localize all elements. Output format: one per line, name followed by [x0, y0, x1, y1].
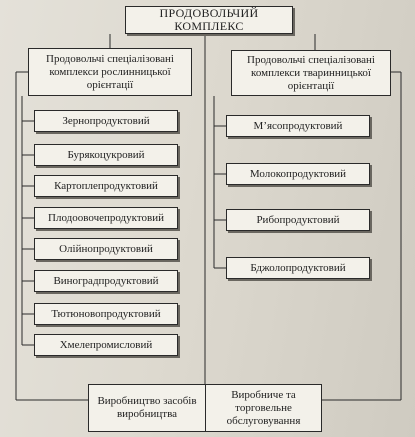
right-item: Бджолопродуктовий [226, 257, 370, 279]
bottom-right-box [205, 384, 322, 432]
left-item: Виноградпродуктовий [34, 270, 178, 292]
bottom-left-label: Виробництво засобів виробництва [97, 395, 197, 420]
left-group-label: Продовольчі спеціалізовані комплекси рослинницької орієнтації [46, 52, 174, 91]
right-item: Рибопродуктовий [226, 209, 370, 231]
right-item: Молокопродуктовий [226, 163, 370, 185]
diagram-title: ПРОДОВОЛЬЧИЙ КОМПЛЕКС [159, 6, 259, 33]
left-item: Олійнопродуктовий [34, 238, 178, 260]
left-item: Зернопродуктовий [34, 110, 178, 132]
right-group-box [231, 50, 391, 96]
left-item: Плодоовочепродуктовий [34, 207, 178, 229]
left-item: Тютюновопродуктовий [34, 303, 178, 325]
left-item: Картоплепродуктовий [34, 175, 178, 197]
right-group-label: Продовольчі спеціалізовані комплекси тваринницької орієнтації [247, 53, 375, 92]
bottom-left-box [88, 384, 206, 432]
left-item: Хмелепромисловий [34, 334, 178, 356]
title-box [125, 6, 293, 34]
bottom-right-label: Виробниче та торговельне обслуговування [226, 388, 301, 427]
left-group-box [28, 48, 192, 96]
right-item: М’ясопродуктовий [226, 115, 370, 137]
left-item: Бурякоцукровий [34, 144, 178, 166]
